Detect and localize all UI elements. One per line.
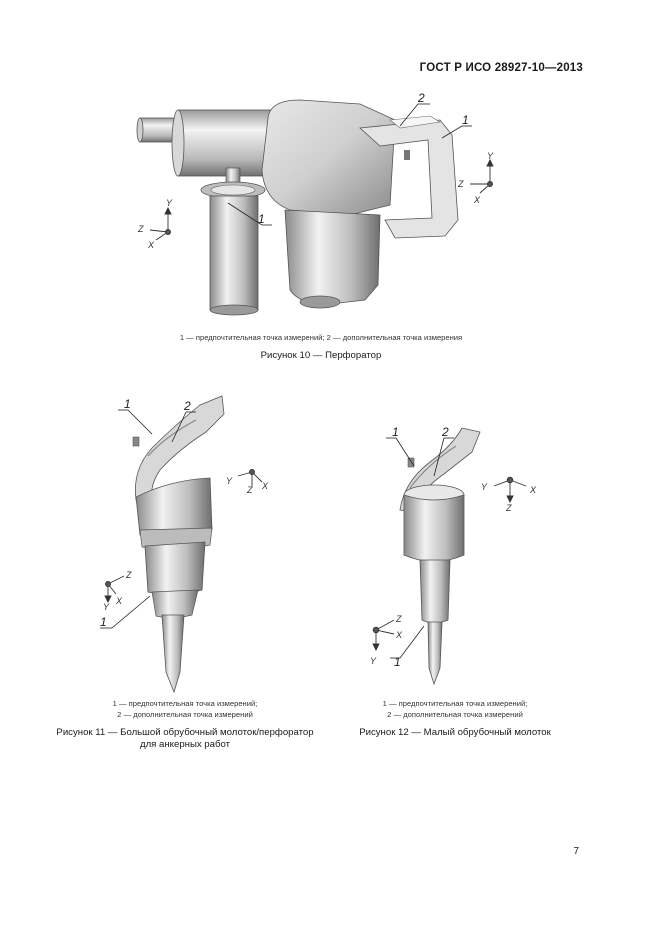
fig11-axis-x-top: X bbox=[262, 481, 269, 491]
fig11-label-1-bottom: 1 bbox=[100, 615, 107, 629]
figure-11-caption-line-1: Рисунок 11 — Большой обрубочный молоток/перфоратор bbox=[56, 727, 314, 738]
figure-12-caption: Рисунок 12 — Малый обрубочный молоток bbox=[359, 727, 551, 738]
figure-11-caption-line-2: для анкерных работ bbox=[139, 739, 230, 750]
figure-10-caption: Рисунок 10 — Перфоратор bbox=[260, 350, 382, 361]
fig11-label-2: 2 bbox=[184, 399, 191, 413]
fig12-label-1-bottom: 1 bbox=[394, 655, 401, 669]
fig12-axis-y-bottom: Y bbox=[370, 656, 377, 666]
fig10-axis-y-left: Y bbox=[166, 198, 173, 208]
fig10-label-1-side: 1 bbox=[258, 212, 265, 226]
fig10-axis-x-left: X bbox=[148, 240, 155, 250]
fig11-axis-y-top: Y bbox=[226, 476, 233, 486]
fig12-axis-x-bottom: X bbox=[396, 630, 403, 640]
fig12-axes-bottom bbox=[373, 620, 394, 650]
fig10-axis-x-right: X bbox=[474, 195, 481, 205]
fig12-axis-x-top: X bbox=[530, 485, 537, 495]
fig11-label-1-top: 1 bbox=[124, 397, 131, 411]
fig10-label-1-handle: 1 bbox=[462, 113, 469, 127]
figure-12-legend-line-1: 1 — предпочтительная точка измерений; bbox=[382, 699, 528, 708]
fig12-axes-top bbox=[494, 477, 526, 502]
figure-10-legend: 1 — предпочтительная точка измерений; 2 — дополнительная точка измерения bbox=[179, 333, 463, 342]
figure-11-legend-line-1: 1 — предпочтительная точка измерений; bbox=[112, 699, 258, 708]
figure-11-legend-line-2: 2 — дополнительная точка измерений bbox=[117, 710, 253, 719]
fig11-axis-y-bottom: Y bbox=[103, 602, 110, 612]
fig12-label-2: 2 bbox=[442, 425, 449, 439]
fig12-axis-y-top: Y bbox=[481, 482, 488, 492]
fig12-axis-z-top: Z bbox=[506, 503, 512, 513]
document-header: ГОСТ Р ИСО 28927-10—2013 bbox=[419, 62, 583, 74]
fig11-axis-x-bottom: X bbox=[116, 596, 123, 606]
fig12-label-1-top: 1 bbox=[392, 425, 399, 439]
fig11-axis-z-top: Z bbox=[247, 485, 253, 495]
fig10-label-2: 2 bbox=[418, 91, 425, 105]
figure-12-legend-line-2: 2 — дополнительная точка измерений bbox=[387, 710, 523, 719]
fig10-axis-z-right: Z bbox=[458, 179, 464, 189]
fig10-axis-y-right: Y bbox=[487, 151, 494, 161]
page-number: 7 bbox=[573, 846, 579, 857]
fig12-axis-z-bottom: Z bbox=[396, 614, 402, 624]
fig11-axis-z-bottom: Z bbox=[126, 570, 132, 580]
fig10-axis-z-left: Z bbox=[138, 224, 144, 234]
fig12-hammer-body bbox=[400, 428, 480, 684]
